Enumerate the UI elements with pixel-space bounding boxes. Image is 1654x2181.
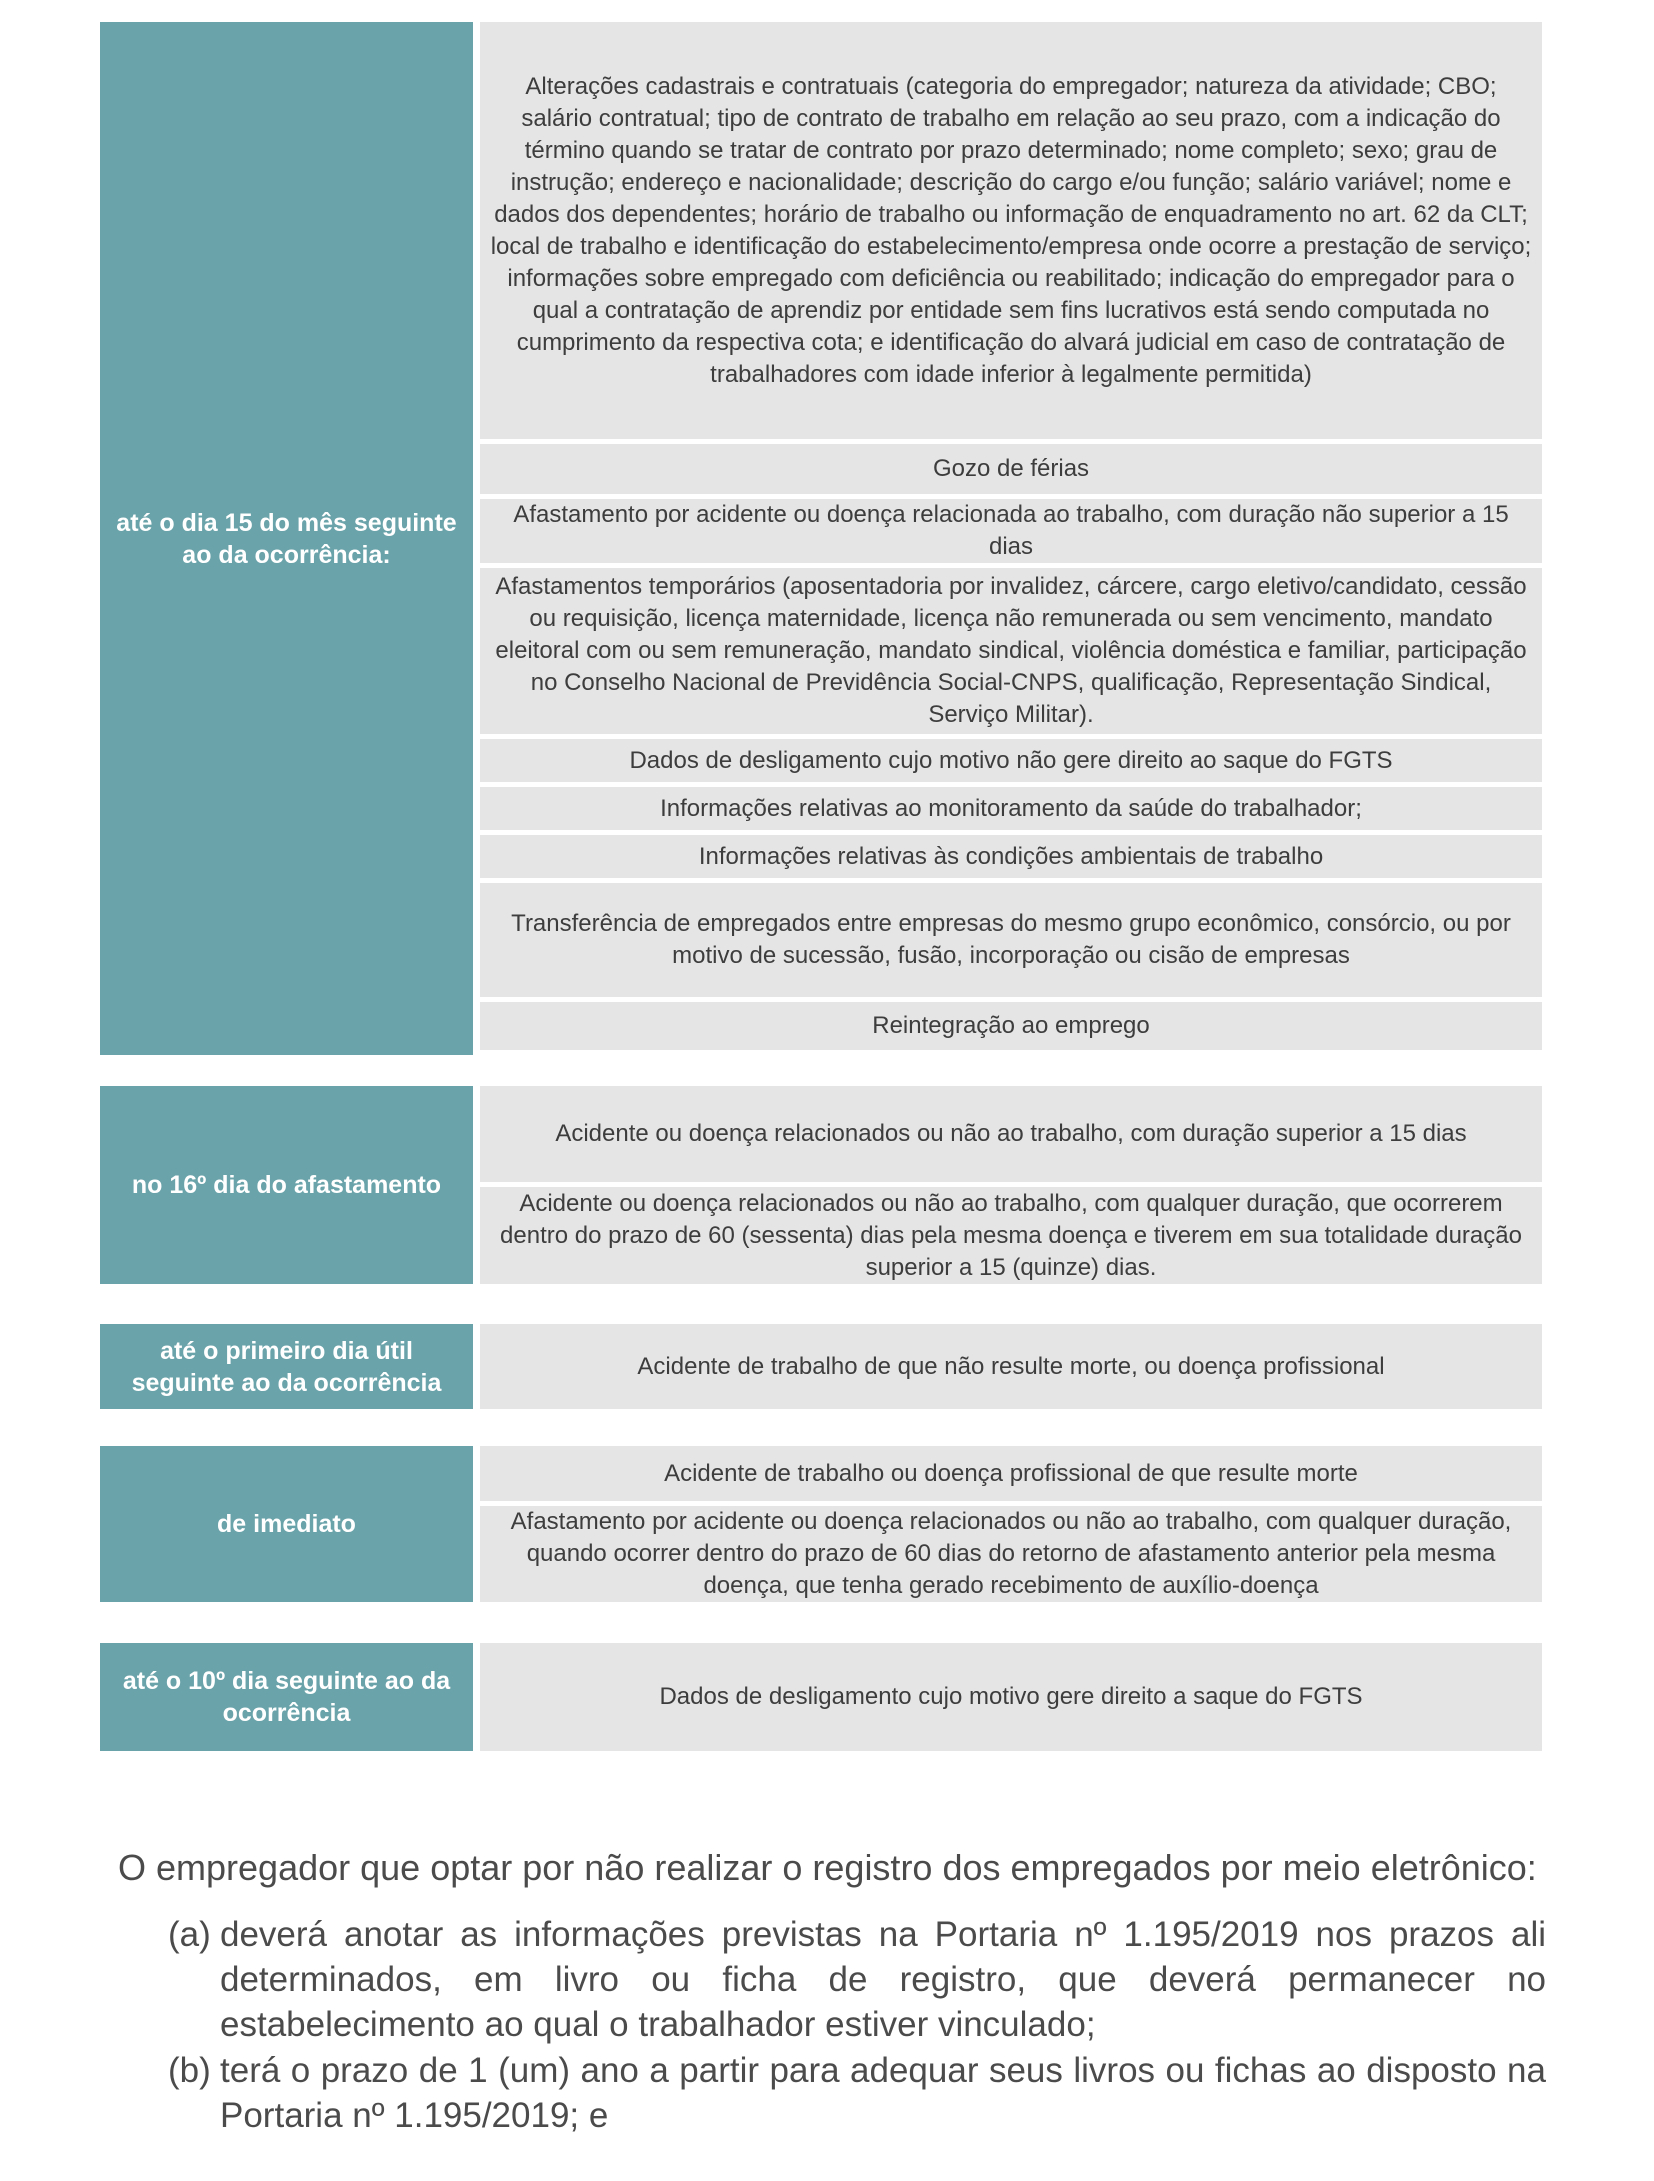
table-group-immediate xyxy=(100,1446,1542,1602)
event-cell: Dados de desligamento cujo motivo gere direito a saque do FGTS xyxy=(480,1643,1542,1751)
event-cell: Reintegração ao emprego xyxy=(480,1002,1542,1050)
events-column xyxy=(480,22,1542,1055)
event-cell: Acidente ou doença relacionados ou não ao trabalho, com duração superior a 15 dias xyxy=(480,1086,1542,1182)
event-cell: Acidente de trabalho de que não resulte morte, ou doença profissional xyxy=(480,1324,1542,1409)
deadline-cell: até o 10º dia seguinte ao da ocorrência xyxy=(100,1643,473,1751)
intro-paragraph: O empregador que optar por não realizar o registro dos empregados por meio eletrônico: xyxy=(118,1847,1537,1888)
event-cell: Afastamento por acidente ou doença relacionada ao trabalho, com duração não superior a 15 dias xyxy=(480,499,1542,563)
event-cell: Dados de desligamento cujo motivo não gere direito ao saque do FGTS xyxy=(480,739,1542,782)
event-cell: Transferência de empregados entre empresas do mesmo grupo econômico, consórcio, ou por motivo de sucessão, fusão, incorporação ou cisão de empresas xyxy=(480,883,1542,997)
events-column xyxy=(480,1643,1542,1751)
table-group-15th-day xyxy=(100,22,1542,1055)
event-cell: Acidente de trabalho ou doença profissional de que resulte morte xyxy=(480,1446,1542,1501)
table-group-first-business-day xyxy=(100,1324,1542,1409)
events-column xyxy=(480,1086,1542,1284)
event-cell: Afastamento por acidente ou doença relacionados ou não ao trabalho, com qualquer duração, quando ocorrer dentro do prazo de 60 dias do retorno de afastamento anterior pela mesma doença, que tenha gerado recebimento de auxílio-doença xyxy=(480,1506,1542,1602)
event-cell: Alterações cadastrais e contratuais (categoria do empregador; natureza da atividade; CBO; salário contratual; tipo de contrato de trabalho em relação ao seu prazo, com a indicação do término quando se tratar de contrato por prazo determinado; nome completo; sexo; grau de instrução; endereço e nacionalidade; descrição do cargo e/ou função; salário variável; nome e dados dos dependentes; horário de trabalho ou informação de enquadramento no art. 62 da CLT; local de trabalho e identificação do estabelecimento/empresa onde ocorre a prestação de serviço; informações sobre empregado com deficiência ou reabilitado; indicação do empregador para o qual a contratação de aprendiz por entidade sem fins lucrativos está sendo computada no cumprimento da respectiva cota; e identificação do alvará judicial em caso de contratação de trabalhadores com idade inferior à legalmente permitida) xyxy=(480,22,1542,439)
table-group-10th-day xyxy=(100,1643,1542,1751)
deadline-cell: até o dia 15 do mês seguinte ao da ocorrência: xyxy=(100,22,473,1055)
event-cell: Informações relativas ao monitoramento da saúde do trabalhador; xyxy=(480,787,1542,830)
list-item-text: deverá anotar as informações previstas na Portaria nº 1.195/2019 nos prazos ali determinados, em livro ou ficha de registro, que deverá permanecer no estabelecimento ao qual o trabalhador estiver vinculado; xyxy=(220,1915,1546,2044)
list-item xyxy=(168,1912,1546,2047)
deadline-cell: de imediato xyxy=(100,1446,473,1602)
list-item-text: terá o prazo de 1 (um) ano a partir para adequar seus livros ou fichas ao disposto na Portaria nº 1.195/2019; e xyxy=(220,2051,1546,2135)
list-marker: (a) xyxy=(168,1915,211,1954)
table-group-16th-day xyxy=(100,1086,1542,1284)
list-marker: (b) xyxy=(168,2051,211,2090)
event-cell: Gozo de férias xyxy=(480,444,1542,494)
list-item xyxy=(168,2048,1546,2138)
event-cell: Afastamentos temporários (aposentadoria por invalidez, cárcere, cargo eletivo/candidato, cessão ou requisição, licença maternidade, licença não remunerada ou sem vencimento, mandato eleitoral com ou sem remuneração, mandato sindical, violência doméstica e familiar, participação no Conselho Nacional de Previdência Social-CNPS, qualificação, Representação Sindical, Serviço Militar). xyxy=(480,568,1542,734)
event-cell: Acidente ou doença relacionados ou não ao trabalho, com qualquer duração, que ocorrerem dentro do prazo de 60 (sessenta) dias pela mesma doença e tiverem em sua totalidade duração superior a 15 (quinze) dias. xyxy=(480,1187,1542,1284)
events-column xyxy=(480,1446,1542,1602)
deadline-cell: no 16º dia do afastamento xyxy=(100,1086,473,1284)
events-column xyxy=(480,1324,1542,1409)
deadline-cell: até o primeiro dia útil seguinte ao da ocorrência xyxy=(100,1324,473,1409)
event-cell: Informações relativas às condições ambientais de trabalho xyxy=(480,835,1542,878)
